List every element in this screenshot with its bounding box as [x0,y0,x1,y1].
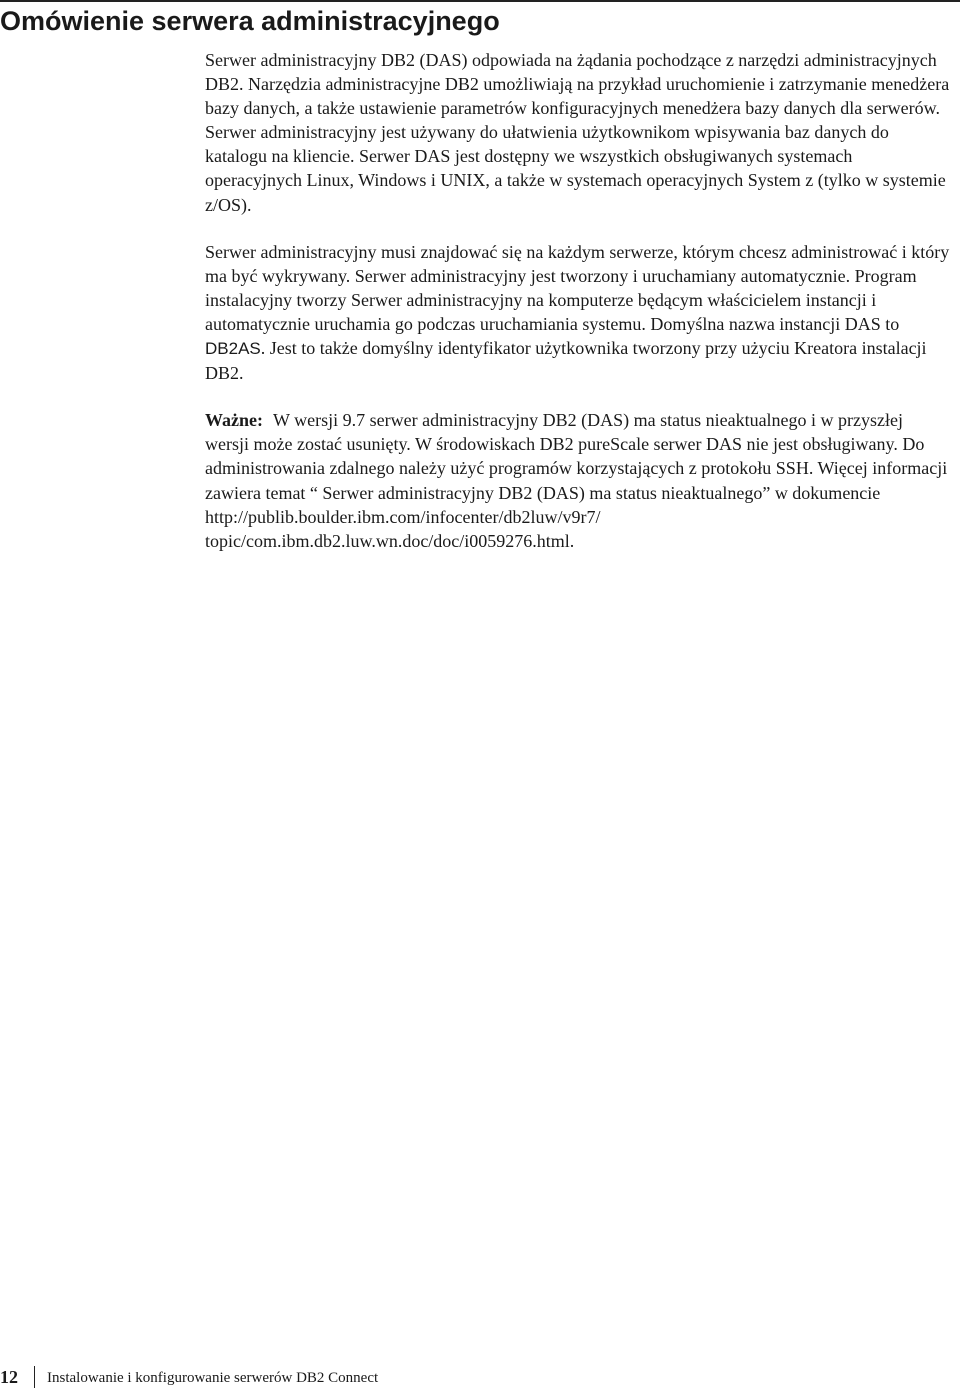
important-note-text: W wersji 9.7 serwer administracyjny DB2 (DAS) ma status nieaktualnego i w przyszłej wersji może zostać usunięty. W środowiskach DB2 pureScale serwer DAS nie jest obsługiwany. Do administrowania zdalnego należy użyć programów korzystających z protokołu SSH. Więcej informacji zawiera temat “ Serwer administracyjny DB2 (DAS) ma status nieaktualnego” w dokumencie http://publib.boulder.ibm.com/infocenter/db2luw/v9r7/ topic/com.ibm.db2.luw.wn.doc/doc/i0059276.html. [205,410,948,551]
paragraph-das-creation [205,240,950,386]
important-note [205,408,950,553]
footer-book-title: Instalowanie i konfigurowanie serwerów DB2 Connect [47,1370,379,1386]
footer-divider [34,1366,35,1388]
main-content [205,48,950,576]
header-rule [0,0,960,2]
important-note-label: Ważne: [205,410,263,431]
paragraph-das-creation-tail: . Jest to także domyślny identyfikator użytkownika tworzony przy użyciu Kreatora instalacji DB2. [205,338,927,384]
paragraph-das-creation-text: Serwer administracyjny musi znajdować się na każdym serwerze, którym chcesz administrować i który ma być wykrywany. Serwer administracyjny jest tworzony i uruchamiany automatycznie. Program instalacyjny tworzy Serwer administracyjny na komputerze będącym właścicielem instancji i automatycznie uruchamia go podczas uruchamiania systemu. Domyślna nazwa instancji DAS to [205,241,950,334]
instance-name-code: DB2AS [205,339,261,359]
page-footer [0,1366,960,1388]
page-title: Omówienie serwera administracyjnego [0,6,500,36]
paragraph-das-intro-text: Serwer administracyjny DB2 (DAS) odpowiada na żądania pochodzące z narzędzi administracyjnych DB2. Narzędzia administracyjne DB2 umożliwiają na przykład uruchomienie i zatrzymanie menedżera bazy danych, a także ustawienie parametrów konfiguracyjnych menedżera bazy danych dla serwerów. Serwer administracyjny jest używany do ułatwienia użytkownikom wpisywania baz danych do katalogu na kliencie. Serwer DAS jest dostępny we wszystkich obsługiwanych systemach operacyjnych Linux, Windows i UNIX, a także w systemach operacyjnych System z (tylko w systemie z/OS). [205,50,950,215]
paragraph-das-intro [205,48,950,217]
page-number: 12 [0,1367,18,1387]
